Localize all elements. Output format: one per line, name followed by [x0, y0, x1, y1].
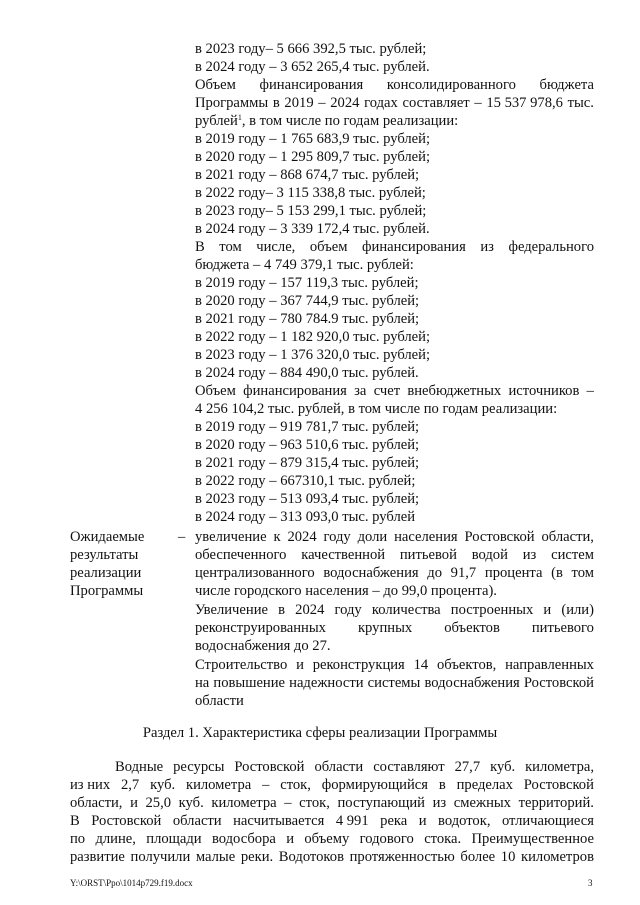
word: количества: [371, 602, 441, 618]
word: формирующийся: [321, 777, 428, 793]
word: –: [262, 777, 270, 793]
word: река: [380, 813, 408, 829]
word: водоснабжения: [323, 565, 419, 581]
word: питьевого: [531, 620, 594, 636]
footer-file-path: Y:\ORST\Ppo\1014p729.f19.docx: [70, 878, 193, 888]
fed-2024-line: в 2024 году – 3 652 265,4 тыс. рублей.: [195, 59, 430, 75]
word: Ростовской: [523, 777, 594, 793]
word: тыс.: [567, 95, 594, 111]
word: внебюджетных: [407, 383, 502, 399]
word: области,: [541, 529, 594, 545]
page-number: 3: [588, 878, 593, 888]
word: протяженностью: [349, 849, 455, 865]
word: –: [318, 95, 326, 111]
word: В: [70, 813, 80, 829]
word: 2024: [287, 529, 317, 545]
results-label-line: Программы: [70, 583, 144, 599]
word: Ростовской: [464, 529, 535, 545]
results-p2-line1: [195, 601, 594, 619]
consolidated-intro-line3: [195, 112, 458, 130]
word: насчитывается: [233, 813, 325, 829]
word: Объем: [195, 383, 236, 399]
consolidated-year-item: в 2019 году – 1 765 683,9 тыс. рублей;: [195, 131, 431, 147]
word: Строительство: [195, 657, 288, 673]
word: километров: [521, 849, 594, 865]
word: и: [296, 657, 304, 673]
word: (или): [561, 602, 594, 618]
word: Ростовской: [234, 759, 305, 775]
word: из: [522, 547, 537, 563]
word: сток,: [280, 777, 311, 793]
word: километра,: [525, 759, 594, 775]
word: 27,7: [454, 759, 481, 775]
word: обеспеченного: [195, 547, 287, 563]
word: питьевой: [399, 547, 457, 563]
results-p3-line1: [195, 656, 594, 674]
word: малые: [195, 849, 236, 865]
word: ресурсы: [173, 759, 225, 775]
word: годового: [359, 831, 414, 847]
word: области: [172, 813, 222, 829]
word: Программы: [195, 95, 269, 111]
word: и: [418, 813, 427, 829]
federal-year-item: в 2023 году – 1 376 320,0 тыс. рублей;: [195, 347, 431, 363]
word: объем: [309, 239, 348, 255]
word: Водные: [115, 759, 164, 775]
word: объектов: [444, 620, 500, 636]
federal-year-item: в 2019 году – 157 119,3 тыс. рублей;: [195, 275, 419, 291]
word: году: [334, 602, 362, 618]
word: реки.: [240, 849, 274, 865]
results-dash: –: [178, 529, 186, 545]
extra-year-item: в 2023 году – 513 093,4 тыс. рублей;: [195, 491, 420, 507]
federal-intro-line1: [195, 238, 594, 256]
consolidated-intro-line1: [195, 76, 594, 94]
word: более: [460, 849, 496, 865]
word: 14: [413, 657, 429, 673]
word: 2019: [284, 95, 314, 111]
word: куб.: [150, 777, 176, 793]
footnote-ref: 1: [237, 113, 242, 122]
word: 10: [500, 849, 516, 865]
word: консолидированного: [386, 77, 516, 93]
paragraph-line: [70, 830, 594, 848]
extra-year-item: в 2020 году – 963 510,6 тыс. рублей;: [195, 437, 420, 453]
word: площади: [146, 831, 202, 847]
word: куб.: [490, 759, 516, 775]
word: объектов,: [437, 657, 497, 673]
word: годах: [364, 95, 398, 111]
consolidated-year-item: в 2022 году– 3 115 338,8 тыс. рублей;: [195, 185, 426, 201]
word: –: [586, 383, 594, 399]
word: Водотоков: [278, 849, 344, 865]
word: составляет: [402, 95, 470, 111]
word: том: [571, 565, 594, 581]
federal-intro-line2: бюджета – 4 749 379,1 тыс. рублей:: [195, 257, 414, 273]
word: систем: [551, 547, 594, 563]
word: из: [432, 795, 447, 811]
word: пределах: [456, 777, 513, 793]
word: (в: [551, 565, 563, 581]
word: числе,: [256, 239, 296, 255]
word: водоснабжения: [424, 675, 520, 691]
word: области,: [70, 795, 123, 811]
word: централизованного: [195, 565, 315, 581]
federal-year-item: в 2024 году – 884 490,0 тыс. рублей.: [195, 365, 419, 381]
word: Объем: [195, 77, 236, 93]
results-p1-line2: [195, 546, 594, 564]
word: области: [314, 759, 364, 775]
word: до: [427, 565, 442, 581]
word: финансирования: [362, 239, 466, 255]
word: получили: [130, 849, 191, 865]
word: стока.: [424, 831, 462, 847]
word: и: [286, 831, 295, 847]
extra-intro-line1: [195, 382, 594, 400]
consolidated-intro-line2: [195, 94, 594, 112]
word: 2024: [330, 95, 360, 111]
federal-year-item: в 2020 году – 367 744,9 тыс. рублей;: [195, 293, 420, 309]
word: построенных: [450, 602, 534, 618]
word: 15 537 978,6: [486, 95, 563, 111]
fed-2023-line: в 2023 году– 5 666 392,5 тыс. рублей;: [195, 41, 427, 57]
word: 4 991: [335, 813, 369, 829]
results-p1-line3: [195, 564, 594, 582]
word: том: [219, 239, 242, 255]
results-label-line: реализации: [70, 565, 142, 581]
federal-year-item: в 2021 году – 780 784.9 тыс. рублей;: [195, 311, 420, 327]
word: реконструкция: [312, 657, 405, 673]
word: и: [543, 602, 552, 618]
word: Увеличение: [195, 602, 268, 618]
consolidated-year-item: в 2021 году – 868 674,7 тыс. рублей;: [195, 167, 420, 183]
word: водоток,: [438, 813, 491, 829]
extra-year-item: в 2024 году – 313 093,0 тыс. рублей: [195, 509, 416, 525]
results-label-line: результаты: [70, 547, 139, 563]
word: направленных: [505, 657, 594, 673]
word: Ростовской: [91, 813, 162, 829]
results-p3-line2: [195, 674, 594, 692]
consolidated-year-item: в 2024 году – 3 339 172,4 тыс. рублей.: [195, 221, 430, 237]
results-p3-line3: области: [195, 693, 244, 709]
results-p1-line4: числе городского населения – до 99,0 процента).: [195, 583, 497, 599]
extra-year-item: в 2021 году – 879 315,4 тыс. рублей;: [195, 455, 420, 471]
word: объему: [304, 831, 350, 847]
word: системы: [367, 675, 421, 691]
extra-year-item: в 2019 году – 919 781,7 тыс. рублей;: [195, 419, 420, 435]
word: году: [323, 529, 351, 545]
word: повышение: [213, 675, 286, 691]
word: километра: [211, 795, 277, 811]
word: 2,7: [120, 777, 140, 793]
word: федерального: [508, 239, 594, 255]
paragraph-line: [70, 776, 594, 794]
word: счет: [373, 383, 401, 399]
word: Ростовской: [523, 675, 594, 691]
word: реконструированных: [195, 620, 326, 636]
consolidated-rest: , в том числе по годам реализации:: [241, 113, 459, 129]
word: увеличение: [195, 529, 267, 545]
word: территорий.: [518, 795, 594, 811]
word: сток,: [299, 795, 330, 811]
word: куб.: [178, 795, 204, 811]
word: –: [284, 795, 292, 811]
word: –: [474, 95, 482, 111]
word: из них: [70, 777, 111, 793]
extra-year-item: в 2022 году – 667310,1 тыс. рублей;: [195, 473, 416, 489]
word: надежности: [289, 675, 364, 691]
word: поступающий: [337, 795, 425, 811]
consolidated-year-item: в 2023 году– 5 153 299,1 тыс. рублей;: [195, 203, 427, 219]
word: крупных: [357, 620, 413, 636]
paragraph-line: [70, 848, 594, 866]
word: населения: [394, 529, 458, 545]
results-p2-line2: [195, 619, 594, 637]
word: финансирования: [259, 77, 364, 93]
word: развитие: [70, 849, 125, 865]
paragraph-line: [70, 812, 594, 830]
word: водосбора: [211, 831, 276, 847]
word: 2024: [295, 602, 325, 618]
results-label-line: Ожидаемые: [70, 529, 145, 545]
word: в: [438, 777, 446, 793]
word: бюджета: [539, 77, 594, 93]
word: процента: [484, 565, 543, 581]
word: финансирования: [243, 383, 347, 399]
word: по: [70, 831, 86, 847]
word: и: [130, 795, 138, 811]
word: из: [480, 239, 494, 255]
consolidated-rub: рублей: [195, 113, 238, 129]
section-heading: Раздел 1. Характеристика сферы реализации Программы: [142, 725, 498, 741]
word: водой: [471, 547, 508, 563]
paragraph-line: [115, 758, 594, 776]
word: длине,: [95, 831, 136, 847]
word: смежных: [453, 795, 511, 811]
consolidated-year-item: в 2020 году – 1 295 809,7 тыс. рублей;: [195, 149, 431, 165]
word: километра: [185, 777, 252, 793]
word: источников: [508, 383, 580, 399]
word: составляют: [373, 759, 445, 775]
word: 25,0: [145, 795, 172, 811]
paragraph-line: [70, 794, 594, 812]
results-p2-line3: водоснабжения до 27.: [195, 638, 331, 654]
extra-intro-line2: 4 256 104,2 тыс. рублей, в том числе по годам реализации:: [195, 401, 558, 417]
results-p1-line1: [195, 528, 594, 546]
word: Преимущественное: [471, 831, 594, 847]
word: за: [354, 383, 367, 399]
word: на: [195, 675, 210, 691]
federal-year-item: в 2022 году – 1 182 920,0 тыс. рублей;: [195, 329, 431, 345]
word: В: [195, 239, 205, 255]
word: отличающиеся: [501, 813, 594, 829]
word: качественной: [301, 547, 386, 563]
word: к: [273, 529, 281, 545]
word: 91,7: [450, 565, 477, 581]
word: в: [272, 95, 280, 111]
word: в: [278, 602, 286, 618]
word: доли: [357, 529, 388, 545]
